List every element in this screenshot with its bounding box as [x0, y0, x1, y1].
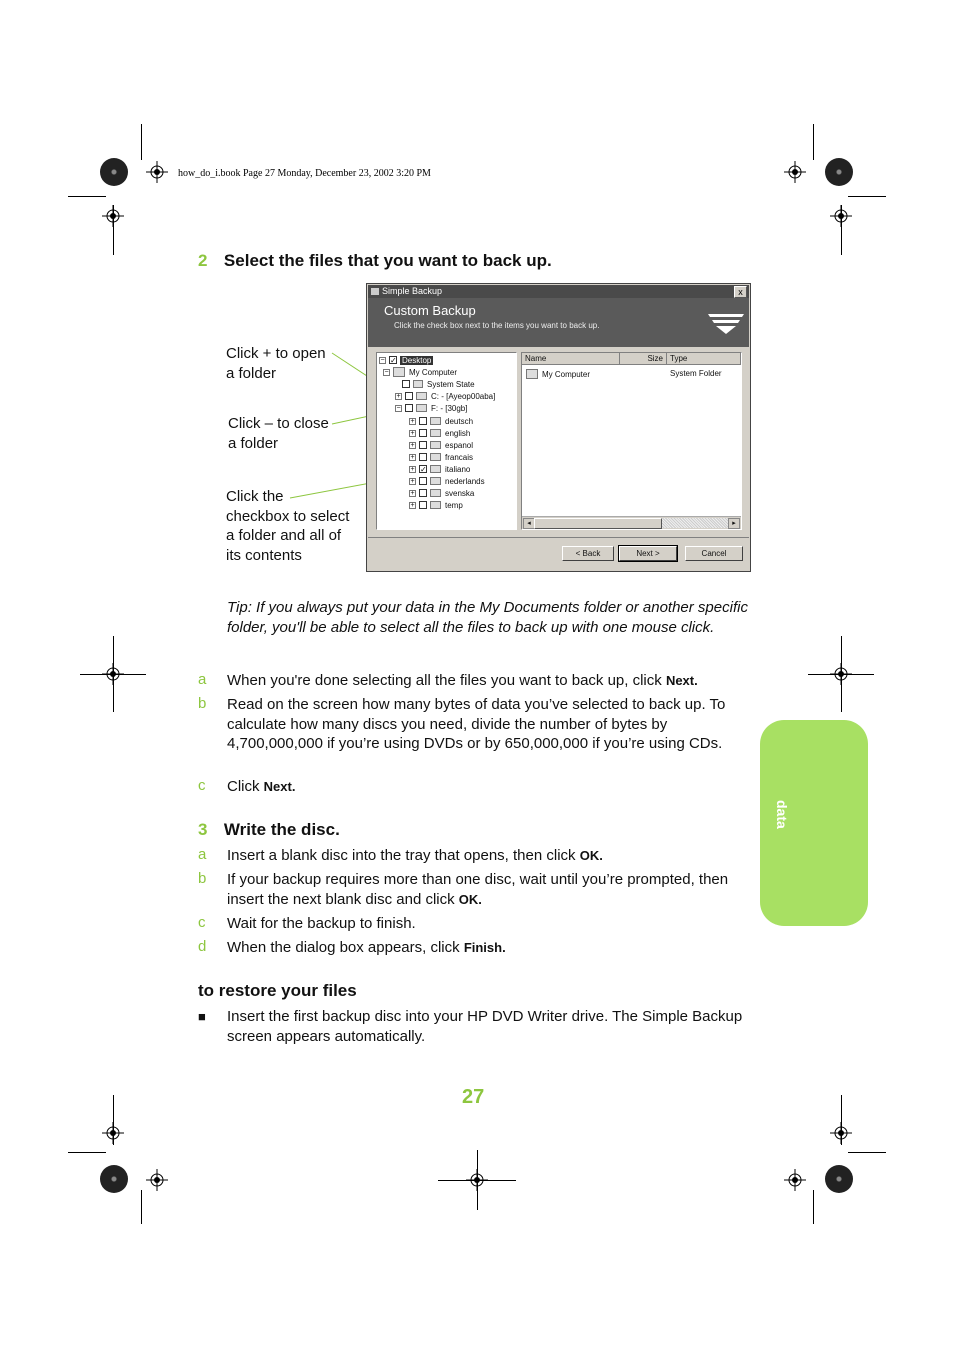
- callout-line: Click + to open: [226, 345, 326, 362]
- tree-label: My Computer: [409, 367, 458, 377]
- folder-tree[interactable]: [376, 352, 517, 530]
- tree-label: nederlands: [445, 476, 485, 486]
- tree-label: espanol: [445, 440, 474, 450]
- folder-icon: [430, 429, 441, 437]
- back-button[interactable]: < Back: [562, 546, 614, 561]
- wizard-logo-icon: [708, 312, 744, 334]
- checkbox[interactable]: [419, 441, 427, 449]
- checkbox[interactable]: [405, 404, 413, 412]
- expand-icon[interactable]: +: [396, 392, 401, 400]
- step-3-item-c: Wait for the backup to finish.: [227, 915, 416, 932]
- tree-item-folder[interactable]: [409, 463, 470, 475]
- item-bold: Next.: [263, 779, 296, 794]
- tree-item-folder[interactable]: [409, 415, 473, 427]
- column-header-name[interactable]: Name: [522, 353, 620, 365]
- dialog-heading: Custom Backup: [384, 303, 476, 318]
- item-text: Click: [227, 778, 260, 795]
- simple-backup-dialog: [366, 283, 751, 572]
- scroll-right-icon[interactable]: ▸: [728, 518, 740, 529]
- checkbox[interactable]: ✓: [390, 356, 397, 365]
- checkbox[interactable]: [419, 417, 427, 425]
- drive-icon: [416, 392, 427, 400]
- tree-item-drive-f[interactable]: [395, 402, 467, 414]
- item-text: Insert a blank disc into the tray that opens, then click: [227, 847, 576, 864]
- app-icon: [371, 288, 379, 295]
- step-number: 3: [198, 820, 208, 839]
- tree-label: svenska: [445, 488, 475, 498]
- scroll-left-icon[interactable]: ◂: [523, 518, 535, 529]
- checkbox[interactable]: [419, 477, 427, 485]
- step-2-item-c: [227, 777, 755, 797]
- horizontal-scrollbar[interactable]: [522, 516, 741, 529]
- tree-label: F: - [30gb]: [431, 403, 468, 413]
- item-text: When the dialog box appears, click: [227, 939, 460, 956]
- checkbox[interactable]: ✓: [420, 465, 427, 474]
- step-number: 2: [198, 251, 208, 270]
- checkbox[interactable]: [419, 429, 427, 437]
- expand-icon[interactable]: +: [410, 453, 415, 461]
- callout-line: Click the: [226, 488, 284, 505]
- registration-mark-icon: [830, 1122, 852, 1144]
- checkbox[interactable]: [402, 380, 410, 388]
- expand-icon[interactable]: +: [410, 477, 415, 485]
- list-item[interactable]: [526, 368, 590, 380]
- tree-label: deutsch: [445, 416, 474, 426]
- registration-mark-icon: [102, 1122, 124, 1144]
- folder-icon: [430, 417, 441, 425]
- list-item-type: System Folder: [670, 369, 722, 378]
- tip-text: Tip: If you always put your data in the My Documents folder or another specific folder, you'll be able to select all the files to back up with one mouse click.: [227, 599, 748, 636]
- tree-item-system-state[interactable]: [402, 378, 475, 390]
- folder-icon: [430, 453, 441, 461]
- file-list[interactable]: [521, 352, 742, 530]
- callout-line: its contents: [226, 546, 302, 564]
- tree-item-folder[interactable]: [409, 499, 463, 511]
- item-bold: OK.: [579, 848, 603, 863]
- tree-label: temp: [445, 500, 463, 510]
- step-3-item-d: [227, 938, 755, 958]
- item-bold: Next.: [665, 673, 698, 688]
- callout-line: a folder: [228, 434, 279, 452]
- folder-icon: [430, 465, 441, 473]
- expand-icon[interactable]: +: [410, 417, 415, 425]
- tree-item-folder[interactable]: [409, 427, 470, 439]
- tree-label: francais: [445, 452, 474, 462]
- item-bold: OK.: [458, 891, 482, 907]
- dialog-subheading: Click the check box next to the items you want to back up.: [394, 321, 600, 330]
- item-letter: a: [198, 846, 207, 863]
- callout-line: a folder and all of: [226, 527, 342, 544]
- dialog-title: Simple Backup: [382, 286, 443, 296]
- print-header: how_do_i.book Page 27 Monday, December 23, 2002 3:20 PM: [178, 168, 431, 179]
- callout-line: a folder: [226, 364, 277, 382]
- tree-item-my-computer[interactable]: [383, 366, 457, 378]
- folder-icon: [430, 441, 441, 449]
- tree-item-folder[interactable]: [409, 475, 485, 487]
- folder-icon: [430, 489, 441, 497]
- item-letter: d: [198, 938, 207, 955]
- next-button[interactable]: Next >: [619, 546, 677, 561]
- color-rosette-icon: [100, 1165, 128, 1193]
- step-2-item-a: [227, 671, 757, 691]
- step-3-heading: [198, 820, 340, 840]
- callout-line: Click – to close: [228, 415, 329, 432]
- registration-mark-icon: [146, 1169, 168, 1191]
- registration-mark-icon: [102, 663, 124, 685]
- tree-label: english: [445, 428, 471, 438]
- expand-icon[interactable]: +: [410, 465, 415, 473]
- step-3-item-a: [227, 846, 755, 866]
- tree-label: C: - [Ayeop00aba]: [431, 391, 496, 401]
- column-header-type[interactable]: Type: [667, 353, 741, 365]
- item-text: When you're done selecting all the files you want to back up, click: [227, 672, 662, 689]
- expand-icon[interactable]: +: [410, 441, 415, 449]
- restore-heading: to restore your files: [198, 981, 357, 1000]
- page-number: 27: [462, 1086, 485, 1108]
- registration-mark-icon: [830, 663, 852, 685]
- tree-label: Desktop: [402, 355, 432, 365]
- scrollbar-thumb[interactable]: [534, 518, 662, 529]
- callout-line: checkbox to select: [226, 507, 350, 525]
- tree-label: System State: [427, 379, 475, 389]
- folder-icon: [430, 477, 441, 485]
- column-header-size[interactable]: Size: [620, 353, 667, 365]
- computer-icon: [526, 369, 538, 379]
- drive-icon: [416, 404, 427, 412]
- close-button[interactable]: x: [734, 286, 747, 298]
- checkbox[interactable]: [419, 489, 427, 497]
- cancel-button[interactable]: Cancel: [685, 546, 743, 561]
- collapse-icon[interactable]: −: [396, 404, 401, 412]
- checkbox[interactable]: [419, 501, 427, 509]
- tree-item-folder[interactable]: [409, 487, 474, 499]
- step-3-item-b: [227, 870, 755, 909]
- registration-mark-icon: [784, 1169, 806, 1191]
- folder-icon: [430, 501, 441, 509]
- section-tab-label: data: [774, 800, 790, 829]
- collapse-icon[interactable]: −: [380, 356, 385, 364]
- dialog-header: [368, 298, 749, 347]
- tree-item-folder[interactable]: [409, 439, 473, 451]
- bullet-icon: ■: [198, 1009, 206, 1024]
- expand-icon[interactable]: +: [410, 501, 415, 509]
- item-letter: c: [198, 914, 206, 931]
- step-title: Write the disc.: [223, 820, 340, 839]
- restore-text: Insert the first backup disc into your HP DVD Writer drive. The Simple Backup screen appears automatically.: [227, 1008, 743, 1045]
- color-rosette-icon: [825, 1165, 853, 1193]
- tree-item-folder[interactable]: [409, 451, 473, 463]
- computer-icon: [393, 367, 405, 377]
- step-2-item-b: Read on the screen how many bytes of data you’ve selected to back up. To calculate how many discs you need, divide the number of bytes by 4,700,000,000 if you’re using DVDs or by 650,000,000 if you’re using CDs.: [227, 696, 726, 752]
- list-item-name: My Computer: [542, 369, 591, 379]
- checkbox[interactable]: [405, 392, 413, 400]
- scrollbar-track[interactable]: [662, 518, 728, 528]
- checkbox[interactable]: [419, 453, 427, 461]
- tree-label: italiano: [445, 464, 471, 474]
- step-title: Select the files that you want to back up.: [223, 251, 552, 270]
- divider: [368, 537, 749, 538]
- expand-icon[interactable]: +: [410, 489, 415, 497]
- item-letter: b: [198, 695, 207, 712]
- collapse-icon[interactable]: −: [384, 368, 389, 376]
- item-letter: c: [198, 777, 206, 794]
- item-letter: a: [198, 671, 207, 688]
- expand-icon[interactable]: +: [410, 429, 415, 437]
- tree-item-drive-c[interactable]: [395, 390, 495, 402]
- dialog-titlebar: [368, 285, 749, 298]
- tree-item-desktop[interactable]: [379, 354, 433, 366]
- system-state-icon: [413, 380, 423, 388]
- item-bold: Finish.: [463, 940, 506, 955]
- registration-mark-icon: [466, 1169, 488, 1191]
- item-letter: b: [198, 870, 207, 887]
- item-text: If your backup requires more than one disc, wait until you’re prompted, then insert the next blank disc and click: [227, 871, 729, 908]
